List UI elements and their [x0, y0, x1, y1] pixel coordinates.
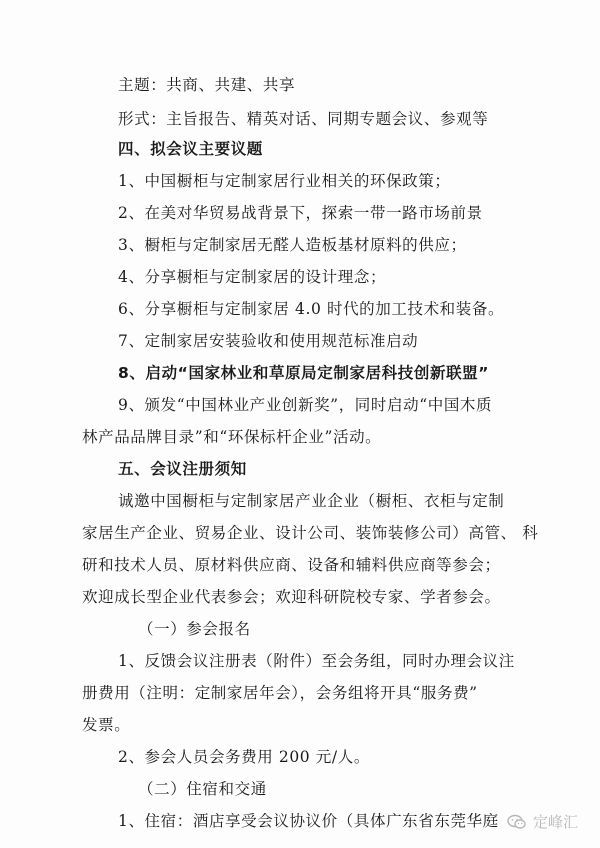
topic-item: 8、启动“国家林业和草原局定制家居科技创新联盟” [118, 364, 490, 382]
paragraph-line: 1、住宿：酒店享受会议协议价（具体广东省东莞华庭 [118, 812, 499, 830]
paragraph-line: 研和技术人员、原材料供应商、设备和辅料供应商等参会； [82, 556, 501, 574]
watermark-text: 定峰汇 [532, 813, 578, 831]
section-heading-registration: 五、会议注册须知 [118, 460, 247, 478]
topic-item: 3、橱柜与定制家居无醛人造板基材原料的供应； [118, 236, 467, 254]
wechat-icon [507, 814, 527, 830]
paragraph-line: 册费用（注明：定制家居年会），会务组将开具“服务费” [82, 684, 478, 702]
topic-item: 2、在美对华贸易战背景下，探索一带一路市场前景 [118, 204, 483, 222]
paragraph-line: 家居生产企业、贸易企业、设计公司、装饰装修公司）高管、 科 [82, 524, 539, 542]
section-heading-topics: 四、拟会议主要议题 [118, 140, 263, 158]
paragraph-line: 诚邀中国橱柜与定制家居产业企业（橱柜、衣柜与定制 [118, 492, 505, 510]
topic-item: 1、中国橱柜与定制家居行业相关的环保政策； [118, 172, 451, 190]
line-format: 形式：主旨报告、精英对话、同期专题会议、参观等 [118, 110, 489, 128]
paragraph-line: 2、参会人员会务费用 200 元/人。 [118, 748, 370, 766]
topic-item: 7、定制家居安装验收和使用规范标准启动 [118, 332, 419, 350]
line-theme: 主题：共商、共建、共享 [118, 76, 296, 94]
paragraph-line: 发票。 [82, 716, 131, 734]
topic-item: 4、分享橱柜与定制家居的设计理念； [118, 268, 387, 286]
topic-item: 9、颁发“中国林业产业创新奖”，同时启动“中国木质 [118, 396, 493, 414]
topic-item-continuation: 林产品品牌目录”和“环保标杆企业”活动。 [82, 428, 382, 446]
paragraph-line: 欢迎成长型企业代表参会；欢迎科研院校专家、学者参会。 [82, 588, 501, 606]
paragraph-line: 1、反馈会议注册表（附件）至会务组，同时办理会议注 [118, 652, 515, 670]
topic-item: 6、分享橱柜与定制家居 4.0 时代的加工技术和装备。 [118, 300, 505, 318]
subheading-signup: （一）参会报名 [138, 620, 251, 638]
watermark [507, 811, 578, 832]
subheading-lodging: （二）住宿和交通 [138, 780, 267, 798]
